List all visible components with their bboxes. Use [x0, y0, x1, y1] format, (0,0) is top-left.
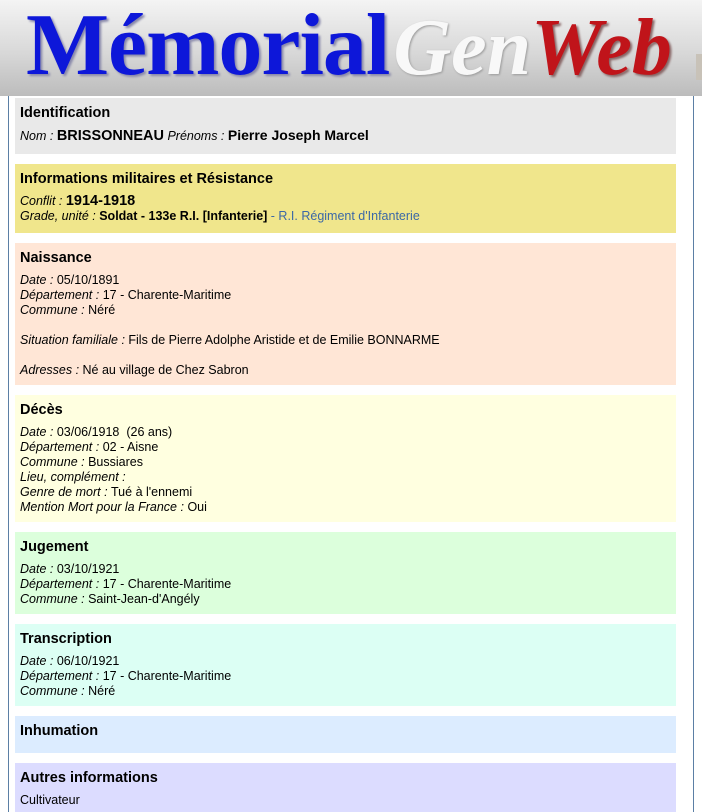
section-title: Identification: [20, 105, 111, 121]
grade-value: Soldat - 133e R.I. [Infanterie]: [99, 209, 268, 223]
section-transcription: [15, 624, 676, 706]
commune-value: Néré: [88, 303, 116, 317]
departement-line: [20, 288, 671, 303]
genre-label: Genre de mort :: [20, 485, 112, 499]
section-militaire: [15, 164, 676, 233]
section-inhumation: [15, 716, 676, 753]
section-autres: [15, 763, 676, 812]
situation-label: Situation familiale :: [20, 333, 129, 347]
autres-text: Cultivateur: [20, 793, 80, 807]
date-label: Date :: [20, 562, 57, 576]
section-title: Naissance: [20, 250, 92, 266]
site-banner[interactable]: [0, 0, 702, 96]
regiment-link[interactable]: - R.I. Régiment d'Infanterie: [267, 209, 420, 223]
commune-line: [20, 303, 671, 318]
situation-line: [20, 333, 671, 348]
grade-line: [20, 209, 671, 224]
conflit-label: Conflit :: [20, 194, 66, 208]
date-label: Date :: [20, 425, 57, 439]
departement-line: [20, 577, 671, 592]
departement-label: Département :: [20, 577, 103, 591]
date-line: [20, 654, 671, 669]
spacer: [20, 348, 671, 363]
conflit-line: [20, 194, 671, 209]
grade-label: Grade, unité :: [20, 209, 100, 223]
section-deces: [15, 395, 676, 522]
date-line: [20, 425, 671, 440]
mention-line: [20, 500, 671, 515]
section-naissance: [15, 243, 676, 385]
spacer: [20, 318, 671, 333]
lieu-line: [20, 470, 671, 485]
date-value: 06/10/1921: [56, 654, 120, 668]
logo-gen: Gen: [393, 4, 532, 92]
mention-label: Mention Mort pour la France :: [20, 500, 188, 514]
adresses-line: [20, 363, 671, 378]
section-title: Inhumation: [20, 723, 99, 739]
mention-value: Oui: [187, 500, 207, 514]
site-logo[interactable]: [26, 0, 672, 96]
adresses-label: Adresses :: [20, 363, 83, 377]
departement-value: 17 - Charente-Maritime: [102, 669, 232, 683]
genre-line: [20, 485, 671, 500]
commune-label: Commune :: [20, 303, 89, 317]
prenoms-label: Prénoms :: [163, 129, 228, 143]
genre-value: Tué à l'ennemi: [111, 485, 193, 499]
section-identification: [15, 98, 676, 154]
commune-line: [20, 455, 671, 470]
date-label: Date :: [20, 273, 57, 287]
commune-value: Néré: [88, 684, 116, 698]
adresses-value: Né au village de Chez Sabron: [82, 363, 249, 377]
section-title: Décès: [20, 402, 63, 418]
departement-line: [20, 440, 671, 455]
departement-value: 17 - Charente-Maritime: [102, 288, 232, 302]
commune-value: Saint-Jean-d'Angély: [88, 592, 200, 606]
date-label: Date :: [20, 654, 57, 668]
date-value: 03/10/1921: [56, 562, 120, 576]
departement-line: [20, 669, 671, 684]
commune-line: [20, 684, 671, 699]
logo-memorial: Mémorial: [26, 0, 390, 94]
section-title: Autres informations: [20, 770, 158, 786]
name-line: [20, 128, 671, 144]
section-title: Jugement: [20, 539, 89, 555]
commune-label: Commune :: [20, 592, 89, 606]
departement-label: Département :: [20, 288, 103, 302]
section-title: Transcription: [20, 631, 112, 647]
nom-value: BRISSONNEAU: [56, 128, 164, 144]
departement-value: 17 - Charente-Maritime: [102, 577, 232, 591]
commune-value: Bussiares: [88, 455, 143, 469]
date-line: [20, 562, 671, 577]
date-value: 05/10/1891: [56, 273, 120, 287]
commune-line: [20, 592, 671, 607]
nom-label: Nom :: [20, 129, 57, 143]
banner-edge: [696, 54, 702, 80]
date-value: 03/06/1918 (26 ans): [56, 425, 173, 439]
departement-value: 02 - Aisne: [102, 440, 159, 454]
lieu-label: Lieu, complément :: [20, 470, 126, 484]
departement-label: Département :: [20, 669, 103, 683]
section-jugement: [15, 532, 676, 614]
prenoms-value: Pierre Joseph Marcel: [227, 127, 369, 143]
date-line: [20, 273, 671, 288]
departement-label: Département :: [20, 440, 103, 454]
conflit-value: 1914-1918: [65, 193, 136, 209]
commune-label: Commune :: [20, 684, 89, 698]
situation-value: Fils de Pierre Adolphe Aristide et de Emilie BONNARME: [128, 333, 440, 347]
section-title: Informations militaires et Résistance: [20, 171, 274, 187]
commune-label: Commune :: [20, 455, 89, 469]
logo-web: Web: [531, 4, 672, 92]
